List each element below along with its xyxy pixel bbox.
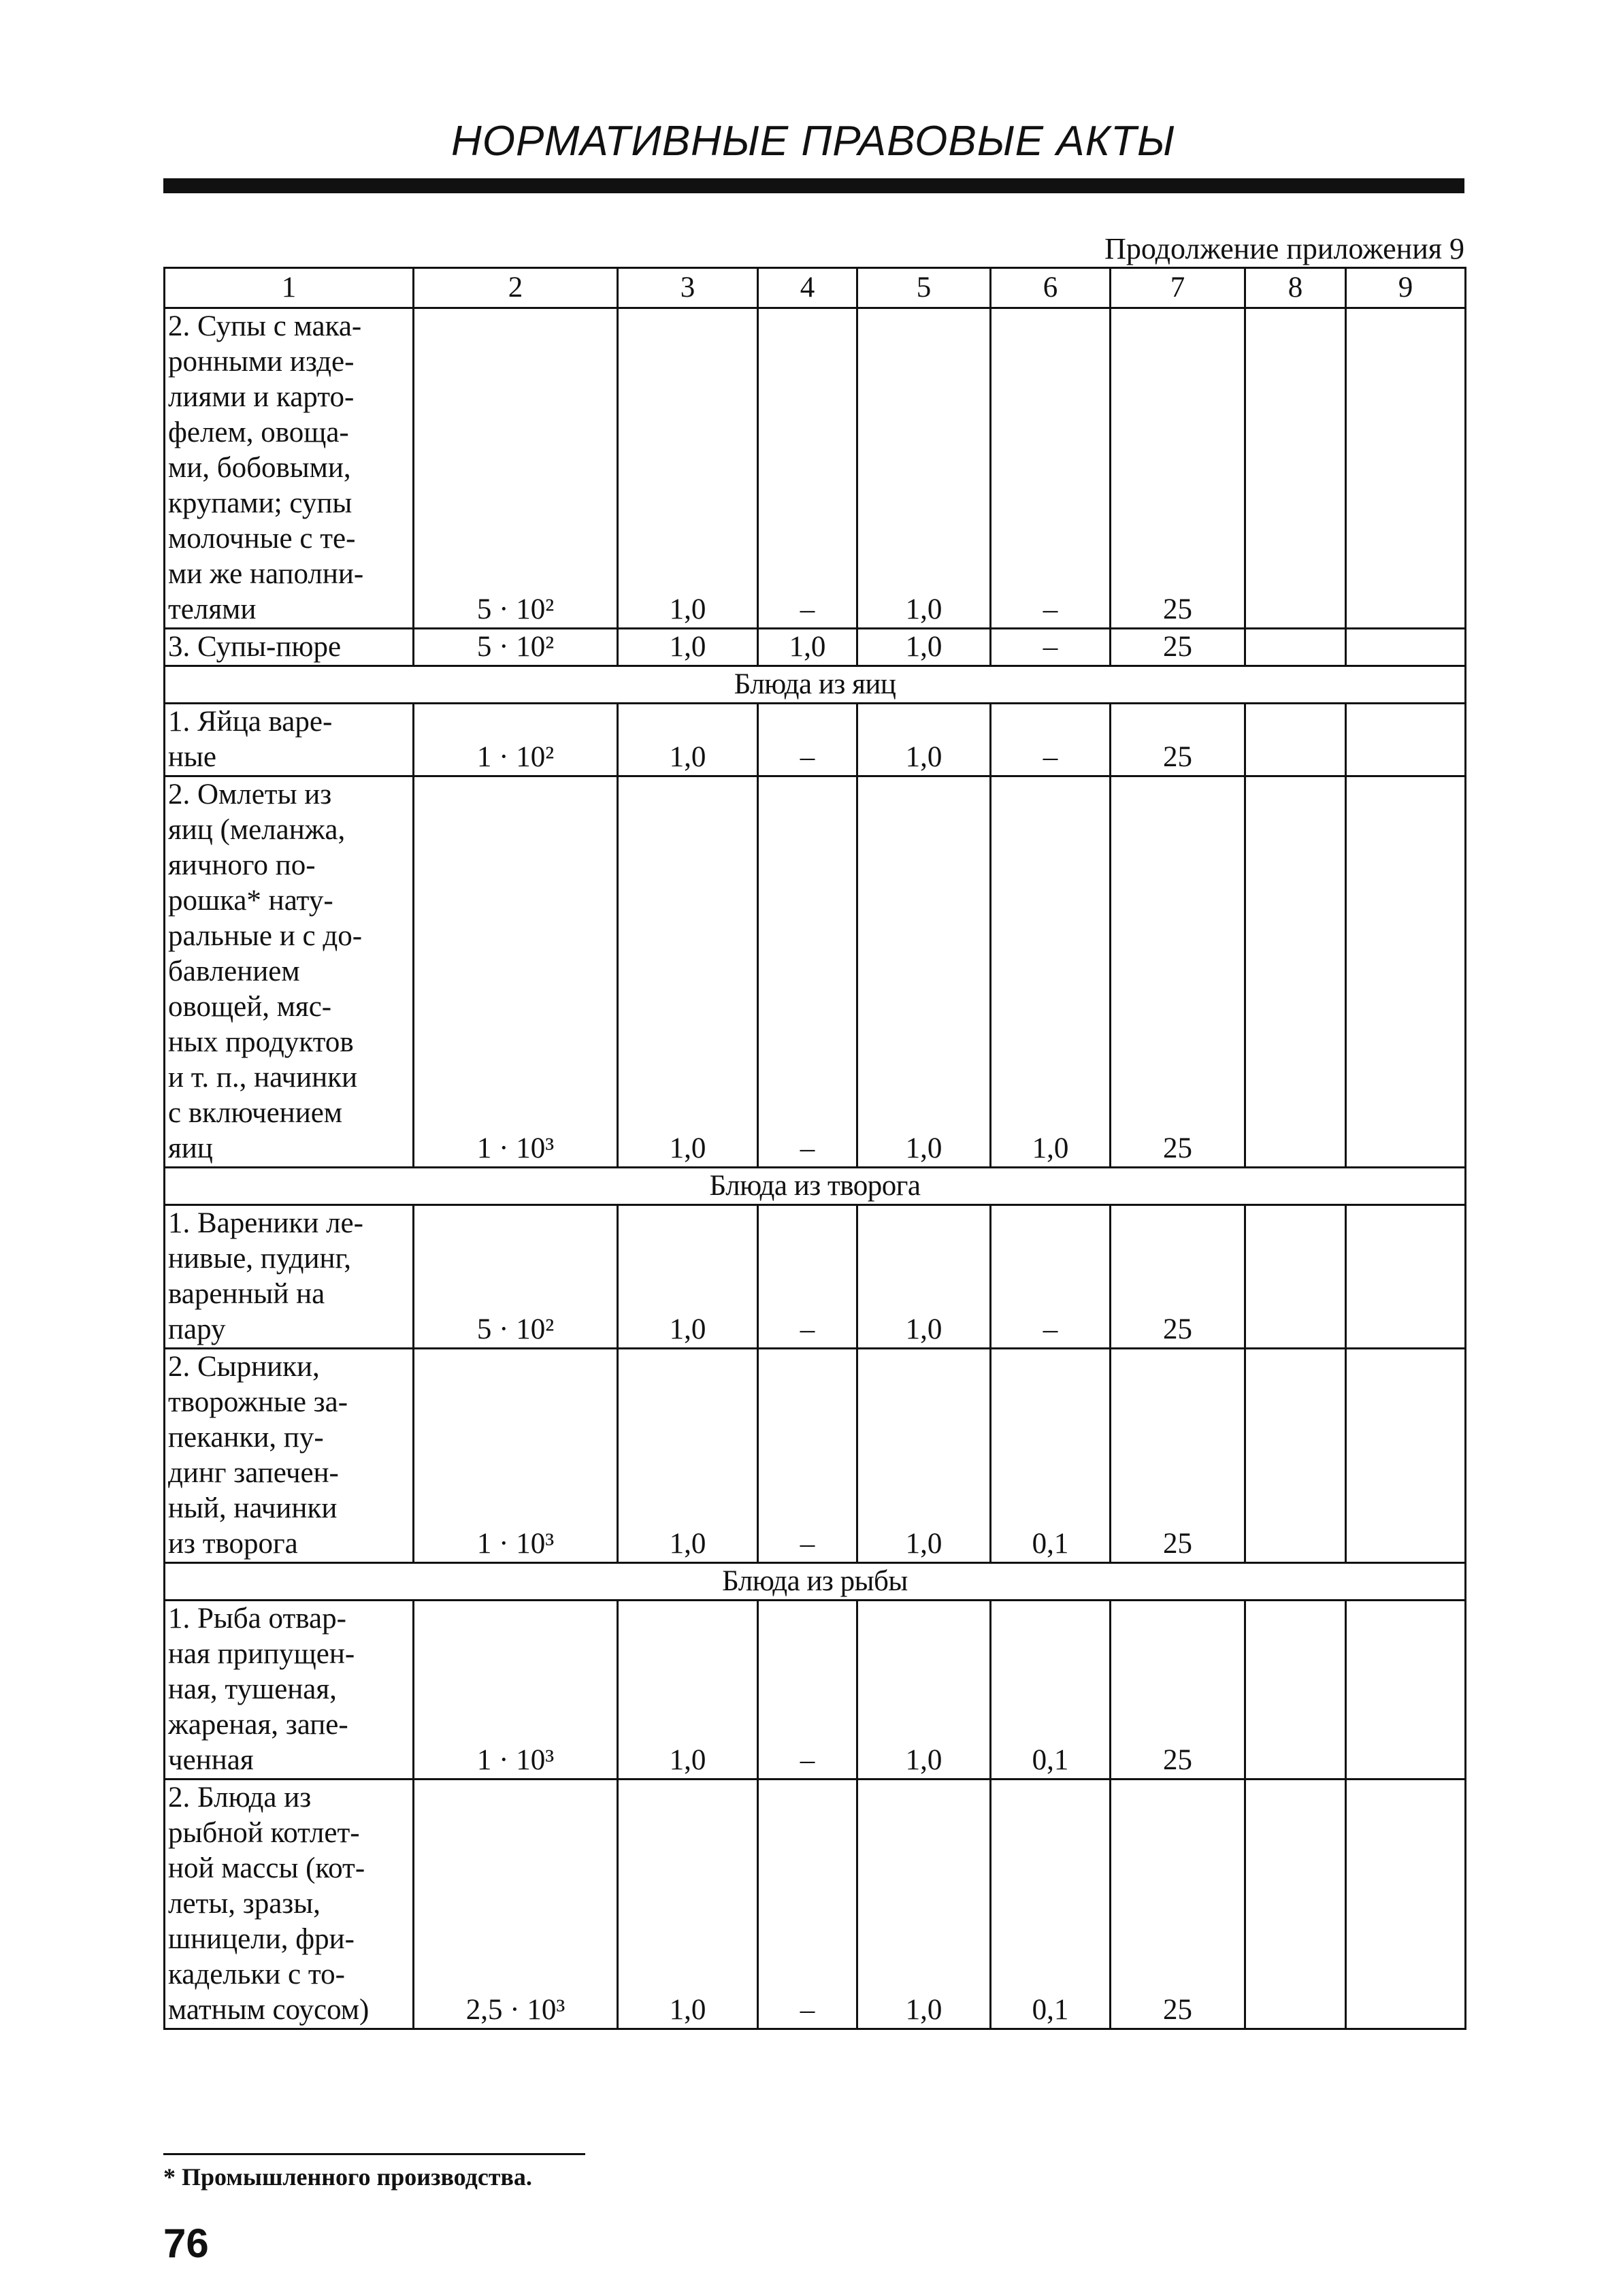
value-cell-col9	[1346, 308, 1466, 629]
dish-name-line: крупами; супы	[168, 487, 353, 519]
table-header-row	[165, 268, 1466, 308]
value-cell-col4: –	[758, 1780, 857, 2029]
table-row	[165, 1601, 1466, 1780]
table-body	[165, 308, 1466, 2029]
dish-name-line: ральные и с до-	[168, 920, 363, 952]
dish-name-line: ных продуктов	[168, 1026, 354, 1058]
value-cell-col4: –	[758, 704, 857, 776]
value-cell-col5: 1,0	[857, 308, 991, 629]
column-header: 8	[1245, 268, 1346, 308]
dish-name-line: с включением	[168, 1097, 343, 1129]
value-cell-col6: 0,1	[991, 1601, 1111, 1780]
section-header-row	[165, 666, 1466, 704]
dish-name-line: лиями и карто-	[168, 381, 355, 413]
value-cell-col5: 1,0	[857, 704, 991, 776]
footnote-rule	[163, 2153, 585, 2155]
value-cell-col6: 0,1	[991, 1780, 1111, 2029]
value-cell-col9	[1346, 1780, 1466, 2029]
value-cell-col3: 1,0	[618, 629, 758, 666]
dish-name-line: леты, зразы,	[168, 1888, 321, 1920]
value-cell-col6: 1,0	[991, 776, 1111, 1168]
section-header: Блюда из рыбы	[165, 1563, 1466, 1601]
value-cell-col4: –	[758, 1601, 857, 1780]
dish-name-cell	[165, 1205, 414, 1349]
table-row	[165, 1349, 1466, 1563]
dish-name-line: 2. Сырники,	[168, 1351, 320, 1383]
value-cell-col2: 1 · 10²	[414, 704, 618, 776]
dish-name-line: нивые, пудинг,	[168, 1243, 352, 1275]
dish-name-line: овощей, мяс-	[168, 991, 332, 1023]
value-cell-col5: 1,0	[857, 1601, 991, 1780]
column-header: 6	[991, 268, 1111, 308]
dish-name-cell	[165, 776, 414, 1168]
dish-name-line: ронными изде-	[168, 346, 355, 378]
value-cell-col6: –	[991, 308, 1111, 629]
dish-name-line: 2. Блюда из	[168, 1782, 312, 1814]
value-cell-col8	[1245, 308, 1346, 629]
value-cell-col9	[1346, 704, 1466, 776]
continuation-label: Продолжение приложения 9	[1104, 232, 1464, 265]
column-header: 5	[857, 268, 991, 308]
column-header: 4	[758, 268, 857, 308]
section-header: Блюда из яиц	[165, 666, 1466, 704]
dish-name-line: телями	[168, 593, 257, 625]
value-cell-col3: 1,0	[618, 704, 758, 776]
column-header: 1	[165, 268, 414, 308]
value-cell-col8	[1245, 1205, 1346, 1349]
dish-name-line: ной массы (кот-	[168, 1852, 365, 1884]
value-cell-col3: 1,0	[618, 776, 758, 1168]
page-number: 76	[163, 2220, 209, 2266]
dish-name-line: рошка* нату-	[168, 885, 333, 917]
value-cell-col5: 1,0	[857, 1780, 991, 2029]
dish-name-cell	[165, 1349, 414, 1563]
table-row	[165, 1780, 1466, 2029]
dish-name-line: 3. Супы-пюре	[168, 631, 342, 663]
dish-name-line: жареная, запе-	[168, 1709, 348, 1741]
value-cell-col9	[1346, 629, 1466, 666]
footnote: * Промышленного производства.	[163, 2163, 532, 2191]
dish-name-line: кадельки с то-	[168, 1958, 345, 1990]
value-cell-col5: 1,0	[857, 629, 991, 666]
dish-name-line: 1. Рыба отвар-	[168, 1603, 346, 1635]
dish-name-line: яичного по-	[168, 849, 316, 881]
value-cell-col3: 1,0	[618, 1205, 758, 1349]
value-cell-col7: 25	[1111, 308, 1245, 629]
dish-name-line: ми же наполни-	[168, 558, 364, 590]
value-cell-col5: 1,0	[857, 1349, 991, 1563]
value-cell-col4: –	[758, 776, 857, 1168]
column-header: 2	[414, 268, 618, 308]
dish-name-cell	[165, 629, 414, 666]
dish-name-line: и т. п., начинки	[168, 1062, 358, 1094]
value-cell-col8	[1245, 1780, 1346, 2029]
value-cell-col4: –	[758, 308, 857, 629]
column-header: 9	[1346, 268, 1466, 308]
value-cell-col7: 25	[1111, 1780, 1245, 2029]
column-header: 3	[618, 268, 758, 308]
section-header-row	[165, 1168, 1466, 1205]
section-header: Блюда из творога	[165, 1168, 1466, 1205]
dish-name-line: динг запечен-	[168, 1457, 339, 1489]
table-row	[165, 704, 1466, 776]
value-cell-col7: 25	[1111, 1601, 1245, 1780]
dish-name-line: пеканки, пу-	[168, 1422, 324, 1454]
dish-name-line: творожные за-	[168, 1386, 348, 1418]
dish-name-line: ми, бобовыми,	[168, 452, 351, 484]
dish-name-line: ные	[168, 741, 216, 773]
dish-name-line: бавлением	[168, 955, 300, 987]
norms-table	[163, 267, 1466, 2030]
value-cell-col8	[1245, 704, 1346, 776]
value-cell-col6: –	[991, 704, 1111, 776]
dish-name-line: фелем, овоща-	[168, 416, 349, 448]
dish-name-line: ная припущен-	[168, 1638, 355, 1670]
column-header: 7	[1111, 268, 1245, 308]
table-row	[165, 776, 1466, 1168]
value-cell-col2: 5 · 10²	[414, 1205, 618, 1349]
dish-name-line: молочные с те-	[168, 523, 356, 555]
value-cell-col2: 1 · 10³	[414, 1349, 618, 1563]
header-rule	[163, 178, 1464, 193]
dish-name-line: яиц (меланжа,	[168, 814, 346, 846]
page-header-title: НОРМАТИВНЫЕ ПРАВОВЫЕ АКТЫ	[451, 118, 1175, 165]
value-cell-col8	[1245, 1349, 1346, 1563]
value-cell-col9	[1346, 1205, 1466, 1349]
value-cell-col3: 1,0	[618, 1780, 758, 2029]
value-cell-col2: 5 · 10²	[414, 308, 618, 629]
section-header-row	[165, 1563, 1466, 1601]
value-cell-col7: 25	[1111, 1205, 1245, 1349]
table-row	[165, 629, 1466, 666]
value-cell-col9	[1346, 1349, 1466, 1563]
value-cell-col6: –	[991, 629, 1111, 666]
value-cell-col4: –	[758, 1349, 857, 1563]
value-cell-col3: 1,0	[618, 308, 758, 629]
table-row	[165, 308, 1466, 629]
value-cell-col8	[1245, 1601, 1346, 1780]
dish-name-cell	[165, 1780, 414, 2029]
dish-name-cell	[165, 1601, 414, 1780]
value-cell-col2: 5 · 10²	[414, 629, 618, 666]
value-cell-col5: 1,0	[857, 776, 991, 1168]
value-cell-col2: 1 · 10³	[414, 1601, 618, 1780]
value-cell-col6: –	[991, 1205, 1111, 1349]
value-cell-col4: 1,0	[758, 629, 857, 666]
value-cell-col6: 0,1	[991, 1349, 1111, 1563]
value-cell-col2: 1 · 10³	[414, 776, 618, 1168]
dish-name-cell	[165, 308, 414, 629]
value-cell-col7: 25	[1111, 629, 1245, 666]
dish-name-line: 1. Яйца варе-	[168, 706, 333, 738]
dish-name-line: яиц	[168, 1132, 213, 1164]
value-cell-col7: 25	[1111, 704, 1245, 776]
value-cell-col9	[1346, 776, 1466, 1168]
dish-name-line: варенный на	[168, 1278, 325, 1310]
dish-name-line: шницели, фри-	[168, 1923, 355, 1955]
value-cell-col3: 1,0	[618, 1601, 758, 1780]
value-cell-col8	[1245, 776, 1346, 1168]
table-row	[165, 1205, 1466, 1349]
dish-name-line: 2. Супы с мака-	[168, 310, 362, 342]
value-cell-col3: 1,0	[618, 1349, 758, 1563]
value-cell-col9	[1346, 1601, 1466, 1780]
dish-name-line: ная, тушеная,	[168, 1673, 337, 1705]
value-cell-col8	[1245, 629, 1346, 666]
dish-name-line: из творога	[168, 1528, 298, 1560]
dish-name-line: ченная	[168, 1744, 254, 1776]
dish-name-cell	[165, 704, 414, 776]
dish-name-line: 1. Вареники ле-	[168, 1207, 363, 1239]
dish-name-line: ный, начинки	[168, 1492, 338, 1524]
dish-name-line: матным соусом)	[168, 1994, 370, 2026]
value-cell-col7: 25	[1111, 776, 1245, 1168]
value-cell-col4: –	[758, 1205, 857, 1349]
value-cell-col5: 1,0	[857, 1205, 991, 1349]
dish-name-line: пару	[168, 1313, 226, 1345]
dish-name-line: 2. Омлеты из	[168, 778, 332, 810]
dish-name-line: рыбной котлет-	[168, 1817, 360, 1849]
value-cell-col2: 2,5 · 10³	[414, 1780, 618, 2029]
value-cell-col7: 25	[1111, 1349, 1245, 1563]
